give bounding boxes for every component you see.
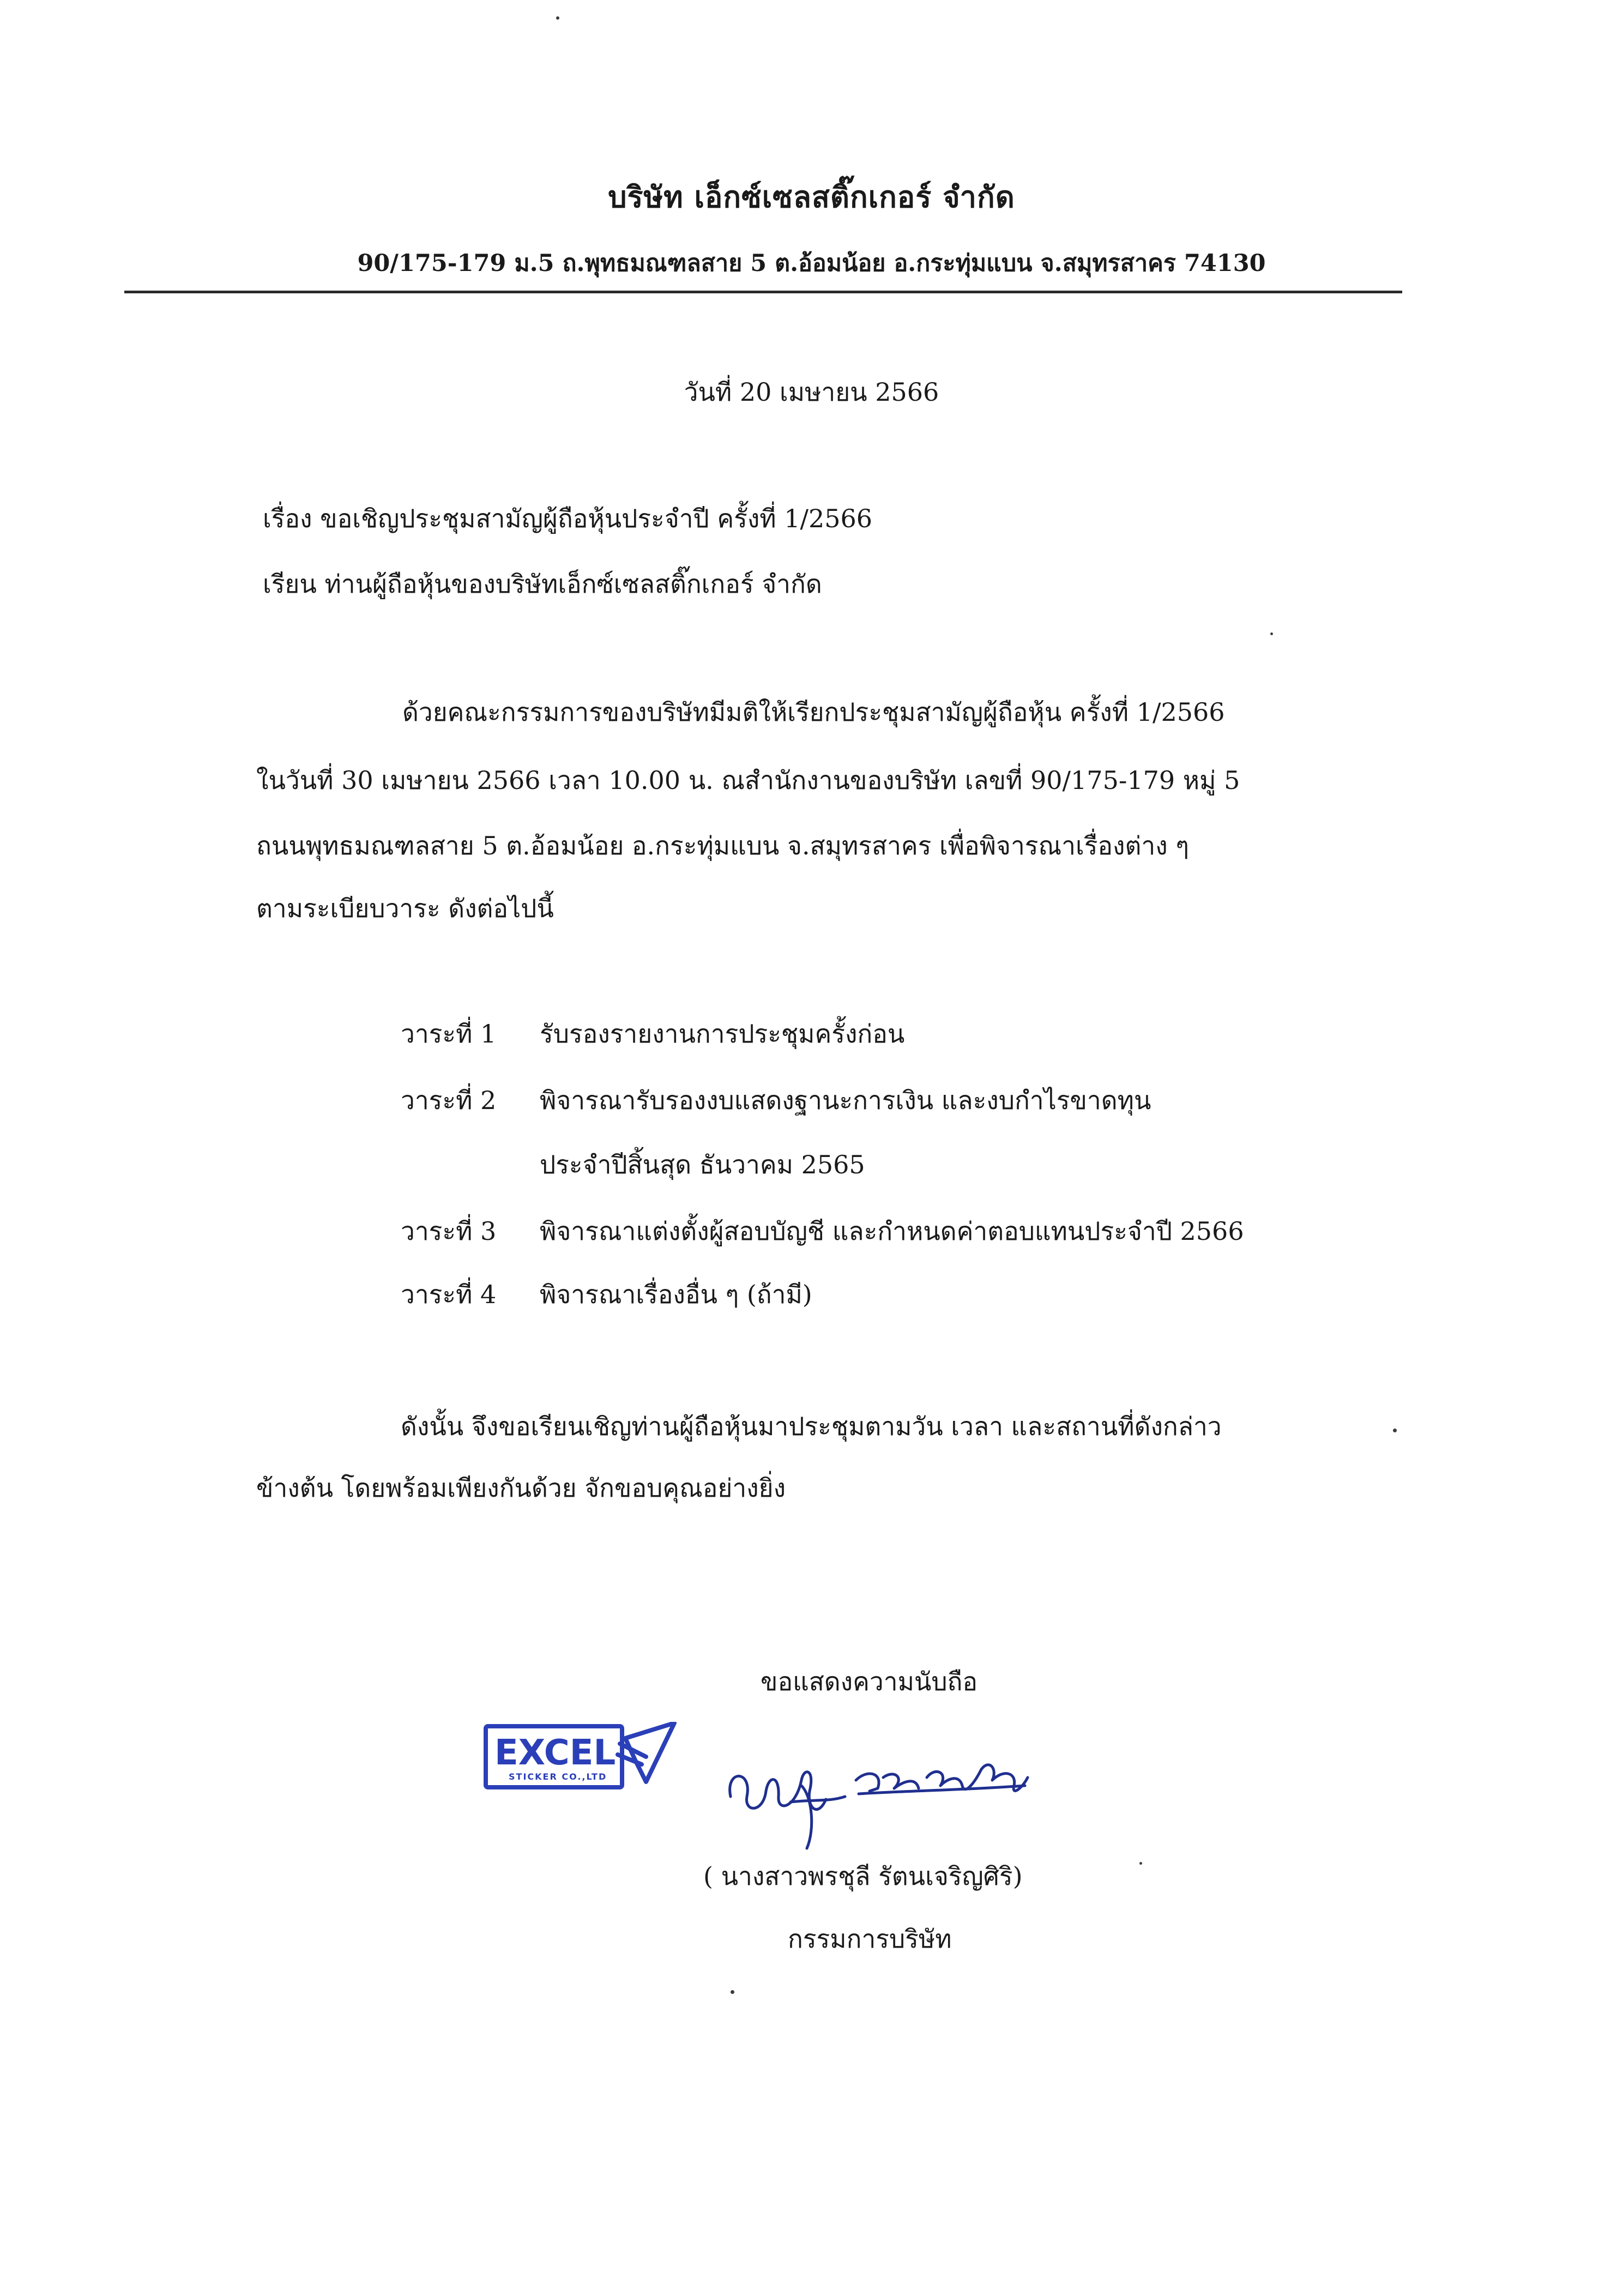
agenda-item-label: วาระที่ 4	[401, 1280, 497, 1309]
agenda-item-label: วาระที่ 2	[401, 1086, 497, 1115]
company-address: 90/175-179 ม.5 ถ.พุทธมณฑลสาย 5 ต.อ้อมน้อย อ.กระทุ่มแบน จ.สมุทรสาคร 74130	[357, 250, 1266, 277]
svg-text:STICKER CO.,LTD: STICKER CO.,LTD	[509, 1771, 607, 1782]
letter-subject: เรื่อง ขอเชิญประชุมสามัญผู้ถือหุ้นประจำปี ครั้งที่ 1/2566	[263, 504, 873, 533]
agenda-item-label: วาระที่ 1	[401, 1019, 497, 1048]
scan-speck	[1270, 632, 1273, 635]
scan-speck	[1139, 1862, 1142, 1865]
regards-text: ขอแสดงความนับถือ	[761, 1667, 978, 1696]
agenda-item-text: พิจารณารับรองงบแสดงฐานะการเงิน และงบกำไรขาดทุน	[540, 1086, 1151, 1115]
letter-date: วันที่ 20 เมษายน 2566	[684, 377, 939, 407]
svg-text:EXCEL: EXCEL	[494, 1733, 616, 1773]
body-line: ถนนพุทธมณฑลสาย 5 ต.อ้อมน้อย อ.กระทุ่มแบน จ.สมุทรสาคร เพื่อพิจารณาเรื่องต่าง ๆ	[256, 831, 1190, 860]
header-divider	[124, 291, 1402, 293]
scan-speck	[556, 16, 559, 20]
scan-speck	[731, 1990, 734, 1994]
company-name: บริษัท เอ็กซ์เซลสติ๊กเกอร์ จำกัด	[608, 179, 1015, 214]
body-line: ตามระเบียบวาระ ดังต่อไปนี้	[256, 894, 554, 923]
body-line: ด้วยคณะกรรมการของบริษัทมีมติให้เรียกประชุมสามัญผู้ถือหุ้น ครั้งที่ 1/2566	[402, 697, 1225, 727]
signer-name: ( นางสาวพรชุลี รัตนเจริญศิริ)	[703, 1861, 1023, 1891]
closing-line: ข้างต้น โดยพร้อมเพียงกันด้วย จักขอบคุณอย่างยิ่ง	[256, 1473, 786, 1503]
agenda-item-text-continued: ประจำปีสิ้นสุด ธันวาคม 2565	[540, 1150, 865, 1179]
closing-line: ดังนั้น จึงขอเรียนเชิญท่านผู้ถือหุ้นมาประชุมตามวัน เวลา และสถานที่ดังกล่าว	[401, 1412, 1222, 1441]
body-line: ในวันที่ 30 เมษายน 2566 เวลา 10.00 น. ณสำนักงานของบริษัท เลขที่ 90/175-179 หมู่ 5	[256, 766, 1240, 795]
agenda-item-text: พิจารณาแต่งตั้งผู้สอบบัญชี และกำหนดค่าตอบแทนประจำปี 2566	[540, 1216, 1244, 1246]
signer-title: กรรมการบริษัท	[788, 1924, 952, 1954]
agenda-item-label: วาระที่ 3	[401, 1216, 497, 1246]
company-stamp	[482, 1722, 680, 1793]
agenda-item-text: รับรองรายงานการประชุมครั้งก่อน	[540, 1019, 905, 1048]
agenda-item-text: พิจารณาเรื่องอื่น ๆ (ถ้ามี)	[540, 1280, 812, 1309]
handwritten-signature	[720, 1747, 1047, 1851]
letter-recipient: เรียน ท่านผู้ถือหุ้นของบริษัทเอ็กซ์เซลสติ๊กเกอร์ จำกัด	[263, 569, 822, 599]
scan-speck	[1393, 1429, 1397, 1432]
